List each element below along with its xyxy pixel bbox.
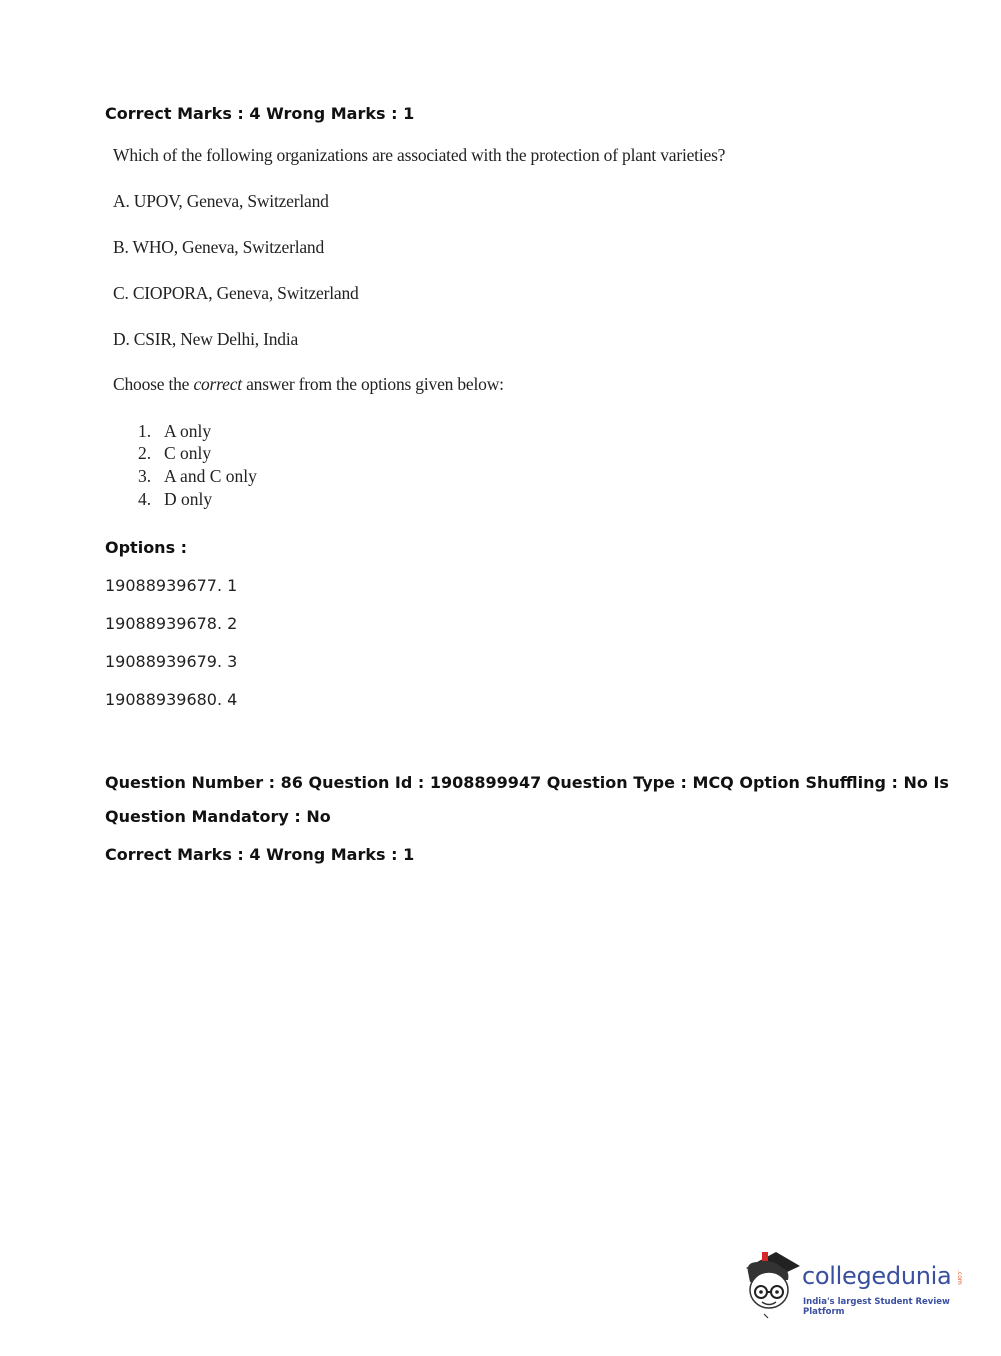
logo-tagline: India's largest Student Review Platform (803, 1297, 950, 1317)
choose-emphasis: correct (193, 374, 242, 394)
marks-line: Correct Marks : 4 Wrong Marks : 1 (105, 104, 415, 123)
choice-item (138, 421, 211, 442)
choice-number: 3. (138, 466, 152, 486)
choose-prefix: Choose the (113, 374, 194, 394)
options-label: Options : (105, 538, 188, 557)
option-item: 19088939680. 4 (105, 690, 238, 709)
next-marks-line: Correct Marks : 4 Wrong Marks : 1 (105, 845, 415, 864)
choice-item (138, 443, 211, 464)
choice-text: A only (164, 421, 212, 441)
statement-d: D. CSIR, New Delhi, India (113, 329, 299, 349)
option-item: 19088939678. 2 (105, 614, 238, 633)
choose-instruction (113, 374, 504, 395)
collegedunia-logo (742, 1248, 972, 1320)
choose-suffix: answer from the options given below: (241, 374, 504, 394)
question-header-line1: Question Number : 86 Question Id : 1908899947 Question Type : MCQ Option Shuffling : No Is (105, 773, 949, 792)
statement-c: C. CIOPORA, Geneva, Switzerland (113, 283, 359, 303)
choice-number: 2. (138, 443, 152, 463)
choice-item (138, 489, 212, 510)
question-text: Which of the following organizations are associated with the protection of plant varieties? (113, 145, 726, 165)
choice-number: 1. (138, 421, 152, 441)
option-item: 19088939677. 1 (105, 576, 238, 595)
choice-text: C only (164, 443, 212, 463)
choice-text: D only (164, 489, 213, 509)
logo-com: .com (956, 1270, 963, 1285)
option-item: 19088939679. 3 (105, 652, 238, 671)
choice-number: 4. (138, 489, 152, 509)
logo-brand: collegedunia (802, 1262, 952, 1290)
student-mascot-icon (742, 1248, 804, 1320)
choice-item (138, 466, 257, 487)
statement-b: B. WHO, Geneva, Switzerland (113, 237, 325, 257)
choice-text: A and C only (164, 466, 257, 486)
question-header-line2: Question Mandatory : No (105, 807, 331, 826)
statement-a: A. UPOV, Geneva, Switzerland (113, 191, 329, 211)
